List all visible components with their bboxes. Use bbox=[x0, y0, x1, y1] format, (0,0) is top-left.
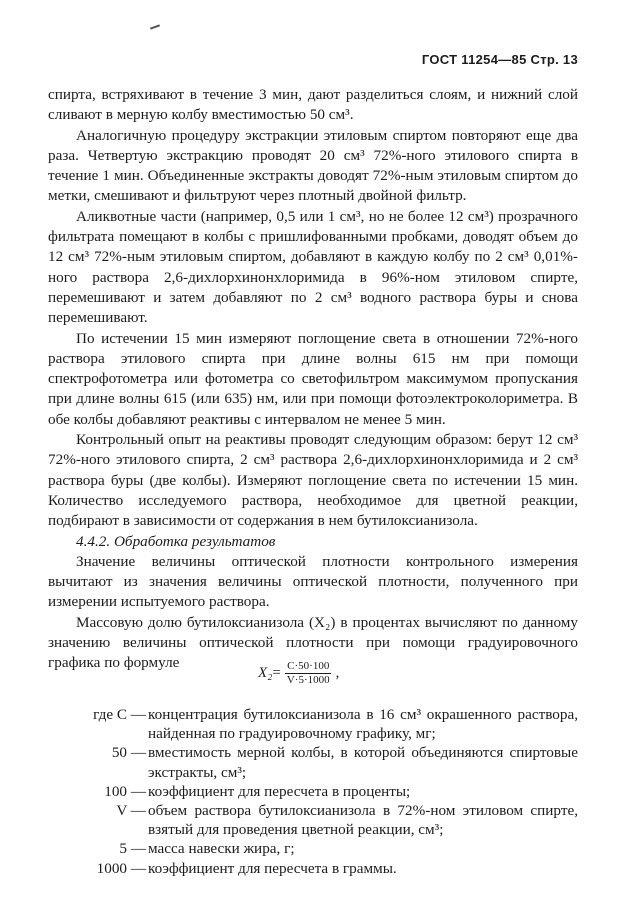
paragraph-3: Аликвотные части (например, 0,5 или 1 см³, но не более 12 см³) прозрачного фильтрата помещают в колбы с пришлифованными пробками, доводят объем до 12 см³ 72%-ным этиловым спиртом, добавляют в каждую колбу по 2 см³ 0,01%-ного раствора 2,6-дихлорхинонхлоримида в 96%-ном этиловом спирте, перемешивают и затем добавляют по 2 см³ водного раствора буры и снова перемешивают. bbox=[48, 207, 578, 327]
paragraph-2: Аналогичную процедуру экстракции этиловым спиртом повторяют еще два раза. Четвертую экстракцию проводят 20 см³ 72%-ного этилового спирта в течение 1 мин. Объединенные экстракты доводят 72%-ным этиловым спиртом до метки, смешивают и фильтруют через плотный двойной фильтр. bbox=[48, 126, 578, 205]
definition-item bbox=[48, 705, 578, 743]
definition-item bbox=[48, 743, 578, 781]
definition-text: масса навески жира, г; bbox=[148, 840, 295, 858]
section-heading: 4.4.2. Обработка результатов bbox=[76, 532, 276, 550]
definition-text: концентрация бутилоксианизола в 16 см³ окрашенного раствора, найденная по градуировочному графику, мг; bbox=[148, 706, 578, 743]
definition-symbol: 5 — bbox=[119, 840, 146, 858]
definition-text: вместимость мерной колбы, в которой объединяются спиртовые экстракты, см³; bbox=[148, 744, 578, 781]
formula-fraction bbox=[285, 660, 332, 687]
definition-item bbox=[48, 782, 578, 801]
paragraph-5: Контрольный опыт на реактивы проводят следующим образом: берут 12 см³ 72%-ного этилового спирта, 2 см³ раствора 2,6-дихлорхинонхлоримида и 2 см³ раствора буры (две колбы). Измеряют поглощение света по истечении 15 мин. Количество исследуемого раствора, необходимое для цветной реакции, подбирают в зависимости от содержания в нем бутилоксианизола. bbox=[48, 431, 578, 530]
definition-text: коэффициент для пересчета в проценты; bbox=[148, 782, 411, 800]
definition-symbol: 50 — bbox=[111, 744, 146, 762]
formula-lhs: X₂ bbox=[258, 665, 273, 681]
formula bbox=[258, 660, 339, 687]
paragraph-1: спирта, встряхивают в течение 3 мин, дают разделиться слоям, и нижний слой сливают в мерную колбу вместимостью 50 см³. bbox=[48, 86, 578, 124]
definitions-list bbox=[48, 705, 578, 878]
definition-text: коэффициент для пересчета в граммы. bbox=[148, 859, 397, 877]
page-header: ГОСТ 11254—85 Стр. 13 bbox=[421, 52, 578, 67]
formula-equals: = bbox=[272, 665, 281, 681]
definition-symbol: где C — bbox=[93, 706, 146, 723]
definition-symbol: 1000 — bbox=[96, 859, 146, 877]
paragraph-7: Массовую долю бутилоксианизола (X₂) в процентах вычисляют по данному значению величины оптической плотности при помощи градуировочного графика по формуле bbox=[48, 613, 578, 672]
definition-item bbox=[48, 839, 578, 858]
formula-trailing: , bbox=[335, 665, 340, 681]
paragraph-6: Значение величины оптической плотности контрольного измерения вычитают из значения величины оптической плотности, полученного при измерении испытуемого раствора. bbox=[48, 552, 578, 611]
definition-item bbox=[48, 801, 578, 839]
definition-text: объем раствора бутилоксианизола в 72%-ном этиловом спирте, взятый для проведения цветной реакции, см³; bbox=[148, 802, 578, 839]
formula-denominator: V·5·1000 bbox=[286, 674, 330, 686]
definition-symbol: 100 — bbox=[104, 782, 146, 800]
paragraph-4: По истечении 15 мин измеряют поглощение света в отношении 72%-ного раствора этилового спирта при длине волны 615 нм при помощи спектрофотометра или фотометра со светофильтром максимумом пропускания при длине волны 615 (или 635) нм, или при помощи фотоэлектроколориметра. В обе колбы добавляют реактивы с интервалом не менее 5 мин. bbox=[48, 329, 578, 428]
formula-numerator: C·50·100 bbox=[287, 660, 330, 672]
scan-mark bbox=[150, 24, 160, 29]
body-text bbox=[48, 85, 578, 674]
definition-item bbox=[48, 859, 578, 878]
definition-symbol: V — bbox=[116, 802, 146, 820]
